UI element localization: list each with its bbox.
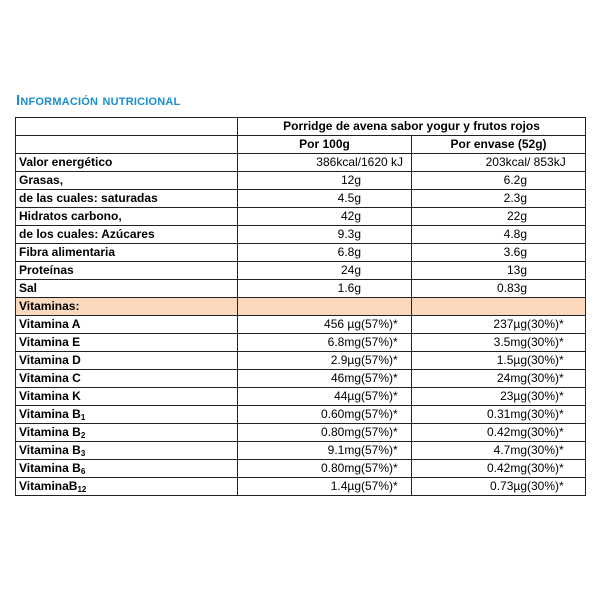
- value-amount: 203kcal: [485, 155, 527, 169]
- vitamin-label-cell: [16, 460, 238, 478]
- vitamin-subscript: 2: [80, 431, 86, 440]
- value-amount: 0.42mg: [486, 461, 527, 475]
- vitamin-row: [16, 478, 586, 496]
- vitamin-label: Vitamina C: [19, 371, 81, 385]
- value-extra: (57%)*: [361, 425, 398, 439]
- nutrient-label: Grasas,: [16, 172, 238, 190]
- vitamins-header-empty: [238, 298, 412, 316]
- value-cell-1: [238, 478, 412, 496]
- value-cell-2: [412, 208, 586, 226]
- value-cell-1: [238, 388, 412, 406]
- col-per-pack: Por envase (52g): [412, 136, 586, 154]
- value-amount: 6.2g: [503, 173, 527, 187]
- nutrient-label: Proteínas: [16, 262, 238, 280]
- value-amount: 12g: [340, 173, 361, 187]
- empty-header-cell: [16, 118, 238, 136]
- value-amount: 9.1mg: [327, 443, 361, 457]
- value-cell-1: [238, 280, 412, 298]
- value-cell-1: [238, 370, 412, 388]
- value-amount: 237µg: [493, 317, 527, 331]
- value-cell-1: [238, 190, 412, 208]
- nutrient-label: Valor energético: [16, 154, 238, 172]
- value-amount: 4.5g: [337, 191, 361, 205]
- value-cell-2: [412, 280, 586, 298]
- value-extra: (57%)*: [361, 461, 398, 475]
- value-cell-2: [412, 370, 586, 388]
- value-amount: 1.5µg: [496, 353, 527, 367]
- value-amount: 46mg: [330, 371, 361, 385]
- nutrient-row: [16, 280, 586, 298]
- value-amount: 13g: [506, 263, 527, 277]
- vitamin-row: [16, 316, 586, 334]
- vitamin-subscript: 6: [80, 467, 86, 476]
- vitamin-label-cell: [16, 352, 238, 370]
- nutrient-label: Fibra alimentaria: [16, 244, 238, 262]
- value-cell-1: [238, 334, 412, 352]
- product-name: Porridge de avena sabor yogur y frutos rojos: [238, 118, 586, 136]
- value-amount: 0.60mg: [320, 407, 361, 421]
- vitamin-label-cell: [16, 442, 238, 460]
- value-cell-2: [412, 424, 586, 442]
- vitamins-header-empty: [412, 298, 586, 316]
- value-cell-2: [412, 334, 586, 352]
- vitamin-label-cell: [16, 370, 238, 388]
- value-extra: (57%)*: [361, 371, 398, 385]
- nutrient-row: [16, 172, 586, 190]
- value-cell-2: [412, 190, 586, 208]
- value-extra: (30%)*: [527, 353, 564, 367]
- value-extra: (30%)*: [527, 335, 564, 349]
- value-extra: (30%)*: [527, 371, 564, 385]
- vitamin-row: [16, 352, 586, 370]
- value-cell-2: [412, 244, 586, 262]
- value-extra: 1620 kJ: [361, 155, 404, 169]
- nutrient-label: de las cuales: saturadas: [16, 190, 238, 208]
- value-cell-1: [238, 262, 412, 280]
- value-amount: 24g: [340, 263, 361, 277]
- value-amount: 23µg: [500, 389, 527, 403]
- value-cell-1: [238, 208, 412, 226]
- value-amount: 42g: [340, 209, 361, 223]
- value-amount: 6.8mg: [327, 335, 361, 349]
- value-cell-1: [238, 226, 412, 244]
- vitamin-label: Vitamina B: [19, 425, 81, 439]
- value-cell-2: [412, 316, 586, 334]
- value-amount: 24mg: [496, 371, 527, 385]
- value-extra: (57%)*: [361, 407, 398, 421]
- value-extra: (30%)*: [527, 317, 564, 331]
- value-extra: (30%)*: [527, 479, 564, 493]
- vitamin-label: Vitamina A: [19, 317, 81, 331]
- vitamin-label-cell: [16, 424, 238, 442]
- vitamin-label: Vitamina B: [19, 461, 81, 475]
- value-cell-1: [238, 316, 412, 334]
- product-header-row: [16, 118, 586, 136]
- vitamin-label: Vitamina B: [19, 443, 81, 457]
- nutrition-table: [15, 117, 586, 496]
- value-cell-1: [238, 442, 412, 460]
- value-extra: (57%)*: [361, 479, 398, 493]
- vitamin-subscript: 12: [77, 485, 87, 494]
- value-cell-2: [412, 154, 586, 172]
- value-extra: (57%)*: [361, 353, 398, 367]
- value-cell-2: [412, 226, 586, 244]
- vitamins-header-row: [16, 298, 586, 316]
- value-cell-1: [238, 172, 412, 190]
- value-cell-2: [412, 442, 586, 460]
- vitamin-subscript: 3: [80, 449, 86, 458]
- vitamin-row: [16, 442, 586, 460]
- nutrient-label: de los cuales: Azúcares: [16, 226, 238, 244]
- value-extra: (30%)*: [527, 461, 564, 475]
- vitamins-header-label: Vitaminas:: [16, 298, 238, 316]
- value-amount: 0.80mg: [320, 425, 361, 439]
- vitamin-row: [16, 460, 586, 478]
- value-extra: (57%)*: [361, 443, 398, 457]
- empty-header-cell: [16, 136, 238, 154]
- vitamin-label: Vitamina D: [19, 353, 81, 367]
- nutrient-row: [16, 226, 586, 244]
- value-amount: 44µg: [334, 389, 361, 403]
- vitamin-label-cell: [16, 406, 238, 424]
- value-amount: 3.5mg: [493, 335, 527, 349]
- vitamin-row: [16, 334, 586, 352]
- value-extra: (30%)*: [527, 443, 564, 457]
- value-amount: 6.8g: [337, 245, 361, 259]
- vitamin-label: Vitamina B: [19, 407, 81, 421]
- value-amount: 1.4µg: [330, 479, 361, 493]
- vitamin-subscript: 1: [80, 413, 86, 422]
- page-title: Información nutricional: [16, 92, 181, 109]
- value-cell-1: [238, 154, 412, 172]
- value-cell-2: [412, 478, 586, 496]
- vitamin-label: VitaminaB: [19, 479, 78, 493]
- column-header-row: [16, 136, 586, 154]
- value-amount: 9.3g: [337, 227, 361, 241]
- value-extra: / 853kJ: [527, 155, 566, 169]
- value-cell-1: [238, 406, 412, 424]
- value-amount: 0.31mg: [486, 407, 527, 421]
- value-cell-2: [412, 388, 586, 406]
- value-amount: 2.3g: [503, 191, 527, 205]
- value-amount: 456 µg: [324, 317, 361, 331]
- value-extra: (57%)*: [361, 389, 398, 403]
- value-cell-2: [412, 172, 586, 190]
- value-cell-2: [412, 406, 586, 424]
- vitamin-label: Vitamina E: [19, 335, 81, 349]
- value-cell-2: [412, 262, 586, 280]
- value-amount: 0.73µg: [490, 479, 527, 493]
- value-extra: (30%)*: [527, 407, 564, 421]
- value-amount: 22g: [506, 209, 527, 223]
- value-amount: 0.42mg: [486, 425, 527, 439]
- value-cell-2: [412, 460, 586, 478]
- vitamin-row: [16, 388, 586, 406]
- vitamin-label-cell: [16, 316, 238, 334]
- value-cell-2: [412, 352, 586, 370]
- vitamin-label-cell: [16, 388, 238, 406]
- value-cell-1: [238, 460, 412, 478]
- vitamin-label-cell: [16, 478, 238, 496]
- nutrient-row: [16, 208, 586, 226]
- col-per-100g: Por 100g: [238, 136, 412, 154]
- nutrient-label: Hidratos carbono,: [16, 208, 238, 226]
- value-extra: (57%)*: [361, 335, 398, 349]
- value-amount: 386kcal/: [316, 155, 361, 169]
- nutrient-row: [16, 154, 586, 172]
- value-amount: 4.7mg: [493, 443, 527, 457]
- value-cell-1: [238, 244, 412, 262]
- value-amount: 1.6g: [337, 281, 361, 295]
- nutrient-row: [16, 190, 586, 208]
- vitamin-row: [16, 406, 586, 424]
- value-extra: (30%)*: [527, 389, 564, 403]
- vitamin-label: Vitamina K: [19, 389, 81, 403]
- nutrient-row: [16, 244, 586, 262]
- vitamin-row: [16, 424, 586, 442]
- nutrient-label: Sal: [16, 280, 238, 298]
- value-extra: (57%)*: [361, 317, 398, 331]
- value-amount: 0.83g: [496, 281, 527, 295]
- vitamin-label-cell: [16, 334, 238, 352]
- value-amount: 2.9µg: [330, 353, 361, 367]
- nutrient-row: [16, 262, 586, 280]
- value-amount: 0.80mg: [320, 461, 361, 475]
- value-cell-1: [238, 424, 412, 442]
- value-amount: 3.6g: [503, 245, 527, 259]
- value-cell-1: [238, 352, 412, 370]
- vitamin-row: [16, 370, 586, 388]
- value-extra: (30%)*: [527, 425, 564, 439]
- value-amount: 4.8g: [503, 227, 527, 241]
